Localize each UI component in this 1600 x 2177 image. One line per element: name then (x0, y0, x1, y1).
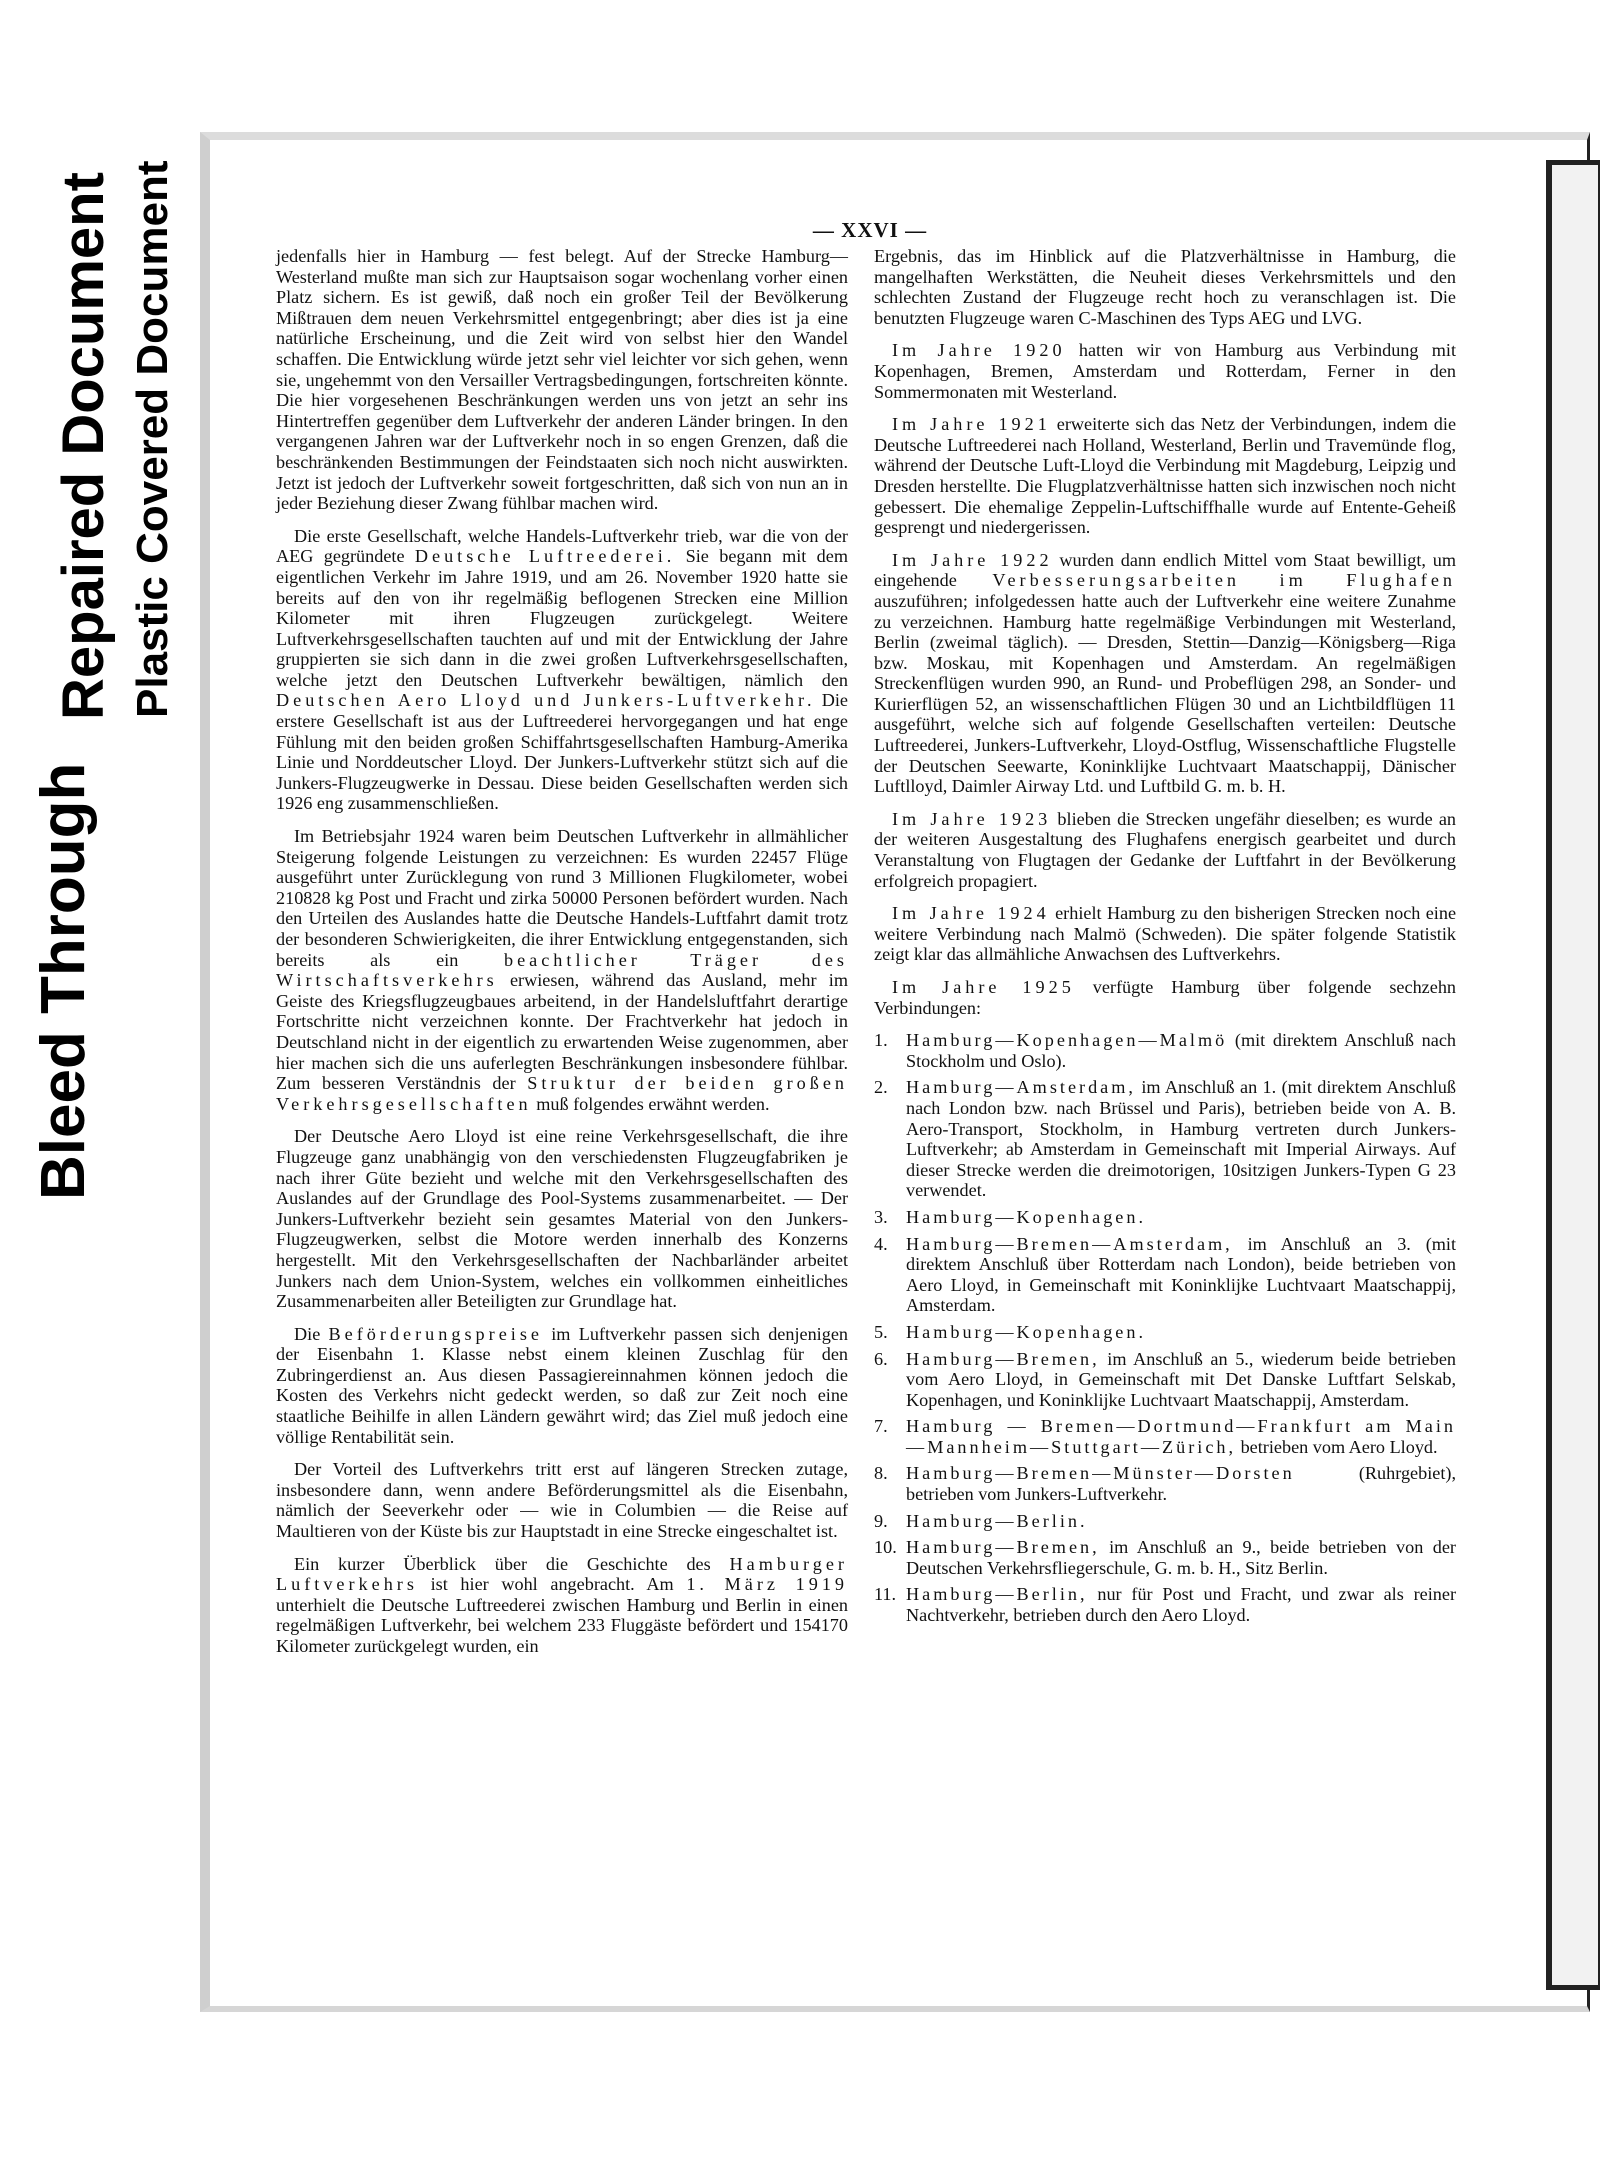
paragraph: Im Jahre 1924 erhielt Hamburg zu den bisherigen Strecken noch eine weitere Verbindung nach Malmö (Schweden). Die später folgende Statistik zeigt klar das allmähliche Anwachsen des Luftverkehrs. (874, 903, 1457, 965)
list-item: 10. Hamburg—Bremen, im Anschluß an 9., beide betrieben von der Deutschen Verkehrsfliegerschule, G. m. b. H., Sitz Berlin. (874, 1537, 1456, 1578)
paragraph: Ergebnis, das im Hinblick auf die Platzverhältnisse in Hamburg, die mangelhaften Werkstätten, die Neuheit dieses Verkehrsmittels und den schlechten Zustand der Flugzeuge recht hoch zu veranschlagen ist. Die benutzten Flugzeuge waren C-Maschinen des Typs AEG und LVG. (874, 246, 1456, 328)
list-item: 6. Hamburg—Bremen, im Anschluß an 5., wiederum beide betrieben vom Aero Lloyd, in Gemeinschaft mit Det Danske Luftfart Selskab, Kopenhagen, und Koninklijke Luchtvaart Maatschappij, Amsterdam. (874, 1348, 1456, 1410)
bleed-through-label: Bleed Through (29, 762, 98, 1200)
paragraph: Im Jahre 1925 verfügte Hamburg über folgende sechzehn Verbindungen: (874, 977, 1457, 1018)
page-number: — XXVI — (812, 218, 928, 242)
list-item: 3. Hamburg—Kopenhagen. (874, 1206, 1147, 1227)
paragraph: Im Betriebsjahr 1924 waren beim Deutschen Luftverkehr in allmählicher Steigerung folgende Leistungen zu verzeichnen: Es wurden 22457 Flüge ausgeführt unter Zurücklegung von rund 3 Millionen Flugkilometer, wobei 210828 kg Post und Fracht und zirka 50000 Personen befördert wurden. Nach den Urteilen des Auslandes hatte die Deutsche Handels-Luftfahrt damit trotz der besonderen Schwierigkeiten, die ihrer Entwicklung entgegenstanden, sich bereits als ein beachtlicher Träger des Wirtschaftsverkehrs erwiesen, während das Ausland, mehr im Geiste des Kriegsflugzeugbaues arbeitend, in der Handelsluftfahrt derartige Fortschritte nicht verzeichnen konnte. Der Frachtverkehr hat jedoch in Deutschland nicht in der eigentlich zu erwartenden Weise zugenommen, aber hier machen sich die uns auferlegten Beschränkungen insbesondere fühlbar. Zum besseren Verständnis der Struktur der beiden großen Verkehrsgesellschaften muß folgendes erwähnt werden. (276, 826, 848, 1114)
paragraph: Der Deutsche Aero Lloyd ist eine reine Verkehrsgesellschaft, die ihre Flugzeuge ganz unabhängig von den verschiedensten Flugzeugfabriken je nach ihrer Güte bezieht und welche mit den Verkehrsgesellschaften des Auslandes auf der Grundlage des Pool-Systems zusammenarbeitet. — Der Junkers-Luftverkehr bezieht sein gesamtes Material von den Junkers-Flugzeugwerken, selbst die Motore werden innerhalb des Konzerns hergestellt. Mit den Verkehrsgesellschaften der Nachbarländer arbeitet Junkers nach dem Union-System, welches ein vollkommen einheitliches Zusammenarbeiten aller Beteiligten zur Grundlage hat. (276, 1126, 848, 1312)
paragraph: Im Jahre 1922 wurden dann endlich Mittel vom Staat bewilligt, um eingehende Verbesserungsarbeiten im Flughafen auszuführen; infolgedessen hatte auch der Luftverkehr eine weitere Zunahme zu verzeichnen. Hamburg hatte regelmäßige Verbindungen mit Westerland, Berlin (zweimal täglich). — Dresden, Stettin—Danzig—Königsberg—Riga bzw. Moskau, mit Kopenhagen und Amsterdam. An regelmäßigen Streckenflügen wurden 990, an Rund- und Probeflügen 298, an Sonder- und Kurierflügen 52, an wissenschaftlichen Flügen 30 und an Lichtbildflügen 11 ausgeführt, welche sich auf folgende Gesellschaften verteilen: Deutsche Luftreederei, Junkers-Luftverkehr, Lloyd-Ostflug, Wissenschaftliche Flugstelle der Deutschen Seewarte, Koninklijke Luchtvaart Maatschappij, Dänischer Luftlloyd, Daimler Airway Ltd. und Luftbild G. m. b. H. (874, 549, 1457, 797)
list-item: 2. Hamburg—Amsterdam, im Anschluß an 1. (mit direktem Anschluß nach London bzw. nach Brüssel und Paris), betrieben beide von A. B. Aero-Transport, Stockholm, in Hamburg vertreten durch Junkers-Luftverkehr; ab Amsterdam in Gemeinschaft mit Imperial Airways. Auf dieser Strecke werden die dreimotorigen, 10sitzigen Junkers-Typen G 23 verwendet. (874, 1077, 1456, 1201)
list-item: 1. Hamburg—Kopenhagen—Malmö (mit direktem Anschluß nach Stockholm und Oslo). (874, 1030, 1456, 1071)
list-item: 8. Hamburg—Bremen—Münster—Dorsten (Ruhrgebiet), betrieben vom Junkers-Luftverkehr. (874, 1463, 1456, 1505)
plastic-covered-label: Plastic Covered Document (128, 160, 177, 718)
paragraph: Der Vorteil des Luftverkehrs tritt erst auf längeren Strecken zutage, insbesondere dann, wenn andere Beförderungsmittel als die Eisenbahn, nämlich der Seeverkehr oder — wie in Columbien — die Reise auf Maultieren von der Küste bis zur Hauptstadt in eine Strecke eingeschaltet ist. (276, 1459, 848, 1542)
list-item: 7. Hamburg — Bremen—Dortmund—Frankfurt am Main—Mannheim—Stuttgart—Zürich, betrieben vom Aero Lloyd. (874, 1416, 1456, 1457)
paragraph: Im Jahre 1921 erweiterte sich das Netz der Verbindungen, indem die Deutsche Luftreederei nach Holland, Westerland, Berlin und Travemünde flog, während der Deutsche Luft-Lloyd die Verbindung mit Magdeburg, Leipzig und Dresden herstellte. Die Flugplatzverhältnisse hatten sich inzwischen noch nicht gebessert. Die ehemalige Zeppelin-Luftschiffhalle wurde auf Entente-Geheiß gesprengt und niedergerissen. (874, 414, 1457, 538)
right-column (874, 246, 1456, 1632)
repaired-document-label: Repaired Document (51, 172, 116, 720)
route-list (874, 1030, 1456, 1625)
list-item: 11. Hamburg—Berlin, nur für Post und Fracht, und zwar als reiner Nachtverkehr, betrieben durch den Aero Lloyd. (874, 1584, 1457, 1626)
paragraph: Die erste Gesellschaft, welche Handels-Luftverkehr trieb, war die von der AEG gegründete Deutsche Luftreederei. Sie begann mit dem eigentlichen Verkehr im Jahre 1919, und am 26. November 1920 hatte sie bereits auf den von ihr regelmäßig beflogenen Strecken eine Million Kilometer mit ihren Flugzeugen zurückgelegt. Weitere Luftverkehrsgesellschaften tauchten auf und mit der Entwicklung der Jahre gruppierten sie sich dann in die zwei großen Luftverkehrsgesellschaften, welche jetzt den Deutschen Luftverkehr bewältigen, nämlich den Deutschen Aero Lloyd und Junkers-Luftverkehr. Die erstere Gesellschaft ist aus der Luftreederei hervorgegangen und hat enge Fühlung mit den beiden großen Schiffahrtsgesellschaften Hamburg-Amerika Linie und Norddeutscher Lloyd. Der Junkers-Luftverkehr stützt sich auf die Junkers-Flugzeugwerke in Dessau. Diese beiden Gesellschaften werden sich 1926 eng zusammenschließen. (276, 525, 848, 814)
paragraph: Die Beförderungspreise im Luftverkehr passen sich denjenigen der Eisenbahn 1. Klasse nebst einem kleinen Zuschlag für den Zubringerdienst an. Aus diesen Passagiereinnahmen können jedoch die Kosten des Verkehrs nicht gedeckt werden, so daß zur Zeit noch eine staatliche Beihilfe in allen Ländern gewährt wird; das Ziel muß jedoch eine völlige Rentabilität sein. (276, 1323, 848, 1447)
paragraph: Im Jahre 1920 hatten wir von Hamburg aus Verbindung mit Kopenhagen, Bremen, Amsterdam und Rotterdam, Ferner in den Sommermonaten mit Westerland. (874, 340, 1457, 402)
list-item: 9. Hamburg—Berlin. (874, 1510, 1088, 1531)
list-item: 5. Hamburg—Kopenhagen. (874, 1321, 1147, 1342)
adjacent-page-strip (1552, 165, 1598, 1985)
paragraph: Ein kurzer Überblick über die Geschichte des Hamburger Luftverkehrs ist hier wohl angebracht. Am 1. März 1919 unterhielt die Deutsche Luftreederei zwischen Hamburg und Berlin in einen regelmäßigen Luftverkehr, bei welchem 233 Fluggäste befördert und 154170 Kilometer zurückgelegt wurden, ein (276, 1553, 849, 1656)
paragraph: jedenfalls hier in Hamburg — fest belegt. Auf der Strecke Hamburg—Westerland mußte man sich zur Hauptsaison sogar wochenlang vorher einen Platz sichern. Es ist gewiß, daß noch ein großer Teil der Bevölkerung Mißtrauen dem neuen Verkehrsmittel entgegenbringt; aber dies ist ja eine natürliche Erscheinung, und die Zeit wird von selbst hier den Wandel schaffen. Die Entwicklung würde jetzt sehr viel leichter vor sich gehen, wenn sie, ungehemmt von den Versailler Vertragsbedingungen, fortschreiten könnte. Die hier vorgesehenen Beschränkungen werden uns von jetzt an sehr ins Hintertreffen gegenüber dem Luftverkehr der anderen Länder bringen. In den vergangenen Jahren war der Luftverkehr noch in so engen Grenzen, daß die beschränkenden Bestimmungen der Feindstaaten sich noch nicht auswirkten. Jetzt ist jedoch der Luftverkehr soweit fortgeschritten, daß sich von nun an in jeder Beziehung dieser Zwang fühlbar machen wird. (276, 246, 848, 514)
paragraph: Im Jahre 1923 blieben die Strecken ungefähr dieselben; es wurde an der weiteren Ausgestaltung des Flughafens energisch gearbeitet und durch Veranstaltung von Flugtagen der Gedanke der Luftfahrt in der Bevölkerung erfolgreich propagiert. (874, 808, 1457, 891)
left-column (276, 246, 848, 1669)
list-item: 4. Hamburg—Bremen—Amsterdam, im Anschluß an 3. (mit direktem Anschluß über Rotterdam nach London), beide betrieben von Aero Lloyd, in Gemeinschaft mit Koninklijke Luchtvaart Maatschappij, Amsterdam. (874, 1233, 1457, 1316)
